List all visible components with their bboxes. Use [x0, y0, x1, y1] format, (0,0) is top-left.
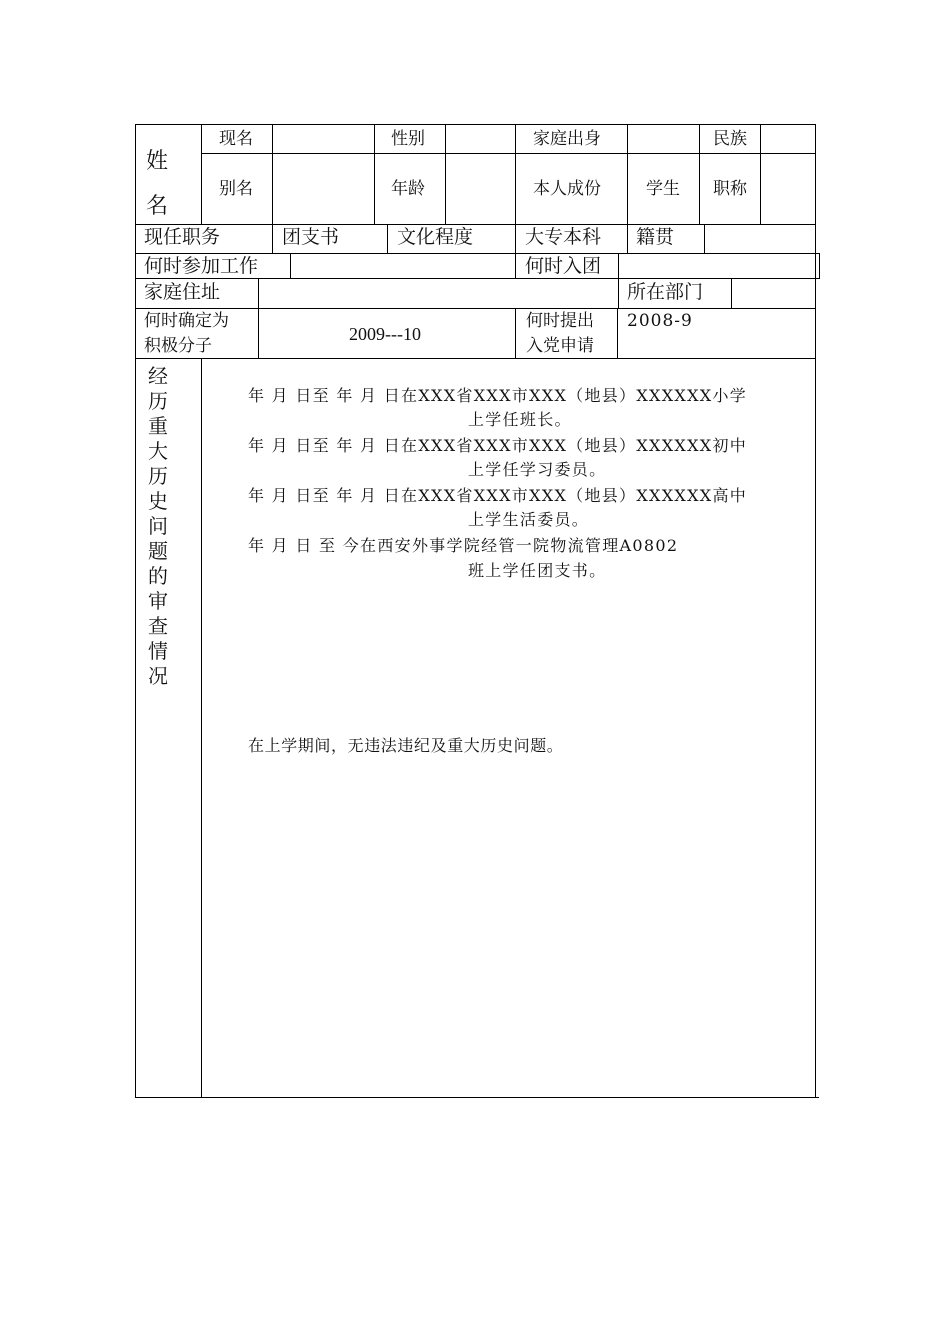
r3-divider-d	[627, 224, 628, 254]
r4-divider-a	[290, 253, 291, 279]
history-label-char: 情	[148, 639, 168, 663]
r5-divider-a	[258, 278, 259, 309]
history-label-char: 历	[148, 389, 168, 413]
history-label-char: 查	[148, 614, 168, 638]
row-divider-5	[135, 358, 815, 359]
history-label-char: 经	[148, 364, 168, 388]
personal-status-label: 本人成份	[533, 179, 601, 199]
home-address-label: 家庭住址	[144, 281, 221, 303]
col-divider-b	[374, 124, 375, 225]
alias-label: 别名	[219, 179, 253, 199]
history-label-char: 史	[148, 489, 168, 513]
r5-divider-b	[618, 278, 619, 309]
col-divider-f	[699, 124, 700, 225]
history-entry-4-line2: 班上学任团支书。	[468, 561, 607, 580]
department-label: 所在部门	[627, 281, 704, 303]
history-label-char: 的	[148, 564, 168, 588]
history-entry-4-line1: 年 月 日 至 今在西安外事学院经管一院物流管理A0802	[248, 536, 679, 555]
r6-divider-b	[515, 308, 516, 359]
row-divider-1	[135, 224, 815, 225]
family-origin-label: 家庭出身	[533, 129, 601, 149]
right-stub	[819, 253, 820, 279]
r4-divider-c	[618, 253, 619, 279]
current-position-label: 现任职务	[144, 226, 221, 248]
col-divider-g	[760, 124, 761, 225]
application-label-line2: 入党申请	[526, 336, 594, 356]
history-conclusion: 在上学期间，无违法违纪及重大历史问题。	[248, 736, 564, 755]
activist-value[interactable]: 2009---10	[349, 324, 421, 344]
name-label: 姓名	[146, 149, 169, 219]
history-section-label	[146, 364, 170, 689]
activist-label-line2: 积极分子	[144, 336, 212, 356]
history-label-char: 题	[148, 539, 168, 563]
history-label-char: 历	[148, 464, 168, 488]
title-label: 职称	[713, 179, 747, 199]
col-divider-e	[627, 124, 628, 225]
r3-divider-b	[387, 224, 388, 254]
native-place-label: 籍贯	[636, 226, 675, 248]
history-label-char: 问	[148, 514, 168, 538]
history-label-char: 审	[148, 589, 168, 613]
history-entry-1-line1: 年 月 日至 年 月 日在XXX省XXX市XXX（地县）XXXXXX小学	[248, 386, 748, 405]
history-entry-2-line1: 年 月 日至 年 月 日在XXX省XXX市XXX（地县）XXXXXX初中	[248, 436, 748, 455]
history-divider	[201, 358, 202, 1098]
current-name-label: 现名	[219, 129, 253, 149]
col-divider-c	[445, 124, 446, 225]
join-league-label: 何时入团	[525, 255, 602, 277]
table-border-right	[815, 124, 816, 1098]
ethnicity-label: 民族	[713, 129, 747, 149]
history-label-char: 大	[148, 439, 168, 463]
join-work-label: 何时参加工作	[144, 255, 259, 277]
r3-divider-a	[272, 224, 273, 254]
activist-label-line1: 何时确定为	[144, 311, 229, 331]
application-label-line1: 何时提出	[526, 311, 594, 331]
col-divider-d	[515, 124, 516, 225]
application-value[interactable]: 2008-9	[627, 311, 693, 331]
education-label: 文化程度	[397, 226, 474, 248]
table-border-left	[135, 124, 136, 1098]
r4-divider-b	[515, 253, 516, 279]
r3-divider-e	[704, 224, 705, 254]
gender-label: 性别	[391, 129, 425, 149]
row-divider-4	[135, 308, 815, 309]
r5-divider-c	[731, 278, 732, 309]
history-label-char: 况	[148, 664, 168, 688]
r6-divider-a	[258, 308, 259, 359]
history-entry-3-line2: 上学生活委员。	[468, 510, 590, 529]
row-divider-2	[135, 253, 819, 254]
row-divider-name	[201, 153, 815, 154]
col-divider-name	[201, 124, 202, 225]
row-divider-3	[135, 278, 819, 279]
history-entry-3-line1: 年 月 日至 年 月 日在XXX省XXX市XXX（地县）XXXXXX高中	[248, 486, 748, 505]
history-entry-2-line2: 上学任学习委员。	[468, 460, 607, 479]
history-entry-1-line2: 上学任班长。	[468, 410, 572, 429]
current-position-value[interactable]: 团支书	[282, 226, 340, 248]
table-border-bottom	[135, 1097, 819, 1098]
col-divider-a	[272, 124, 273, 225]
age-label: 年龄	[391, 179, 425, 199]
history-label-char: 重	[148, 414, 168, 438]
education-value[interactable]: 大专本科	[525, 226, 602, 248]
table-border-top	[135, 124, 815, 125]
personal-status-value[interactable]: 学生	[646, 179, 680, 199]
r6-divider-c	[617, 308, 618, 359]
r3-divider-c	[515, 224, 516, 254]
